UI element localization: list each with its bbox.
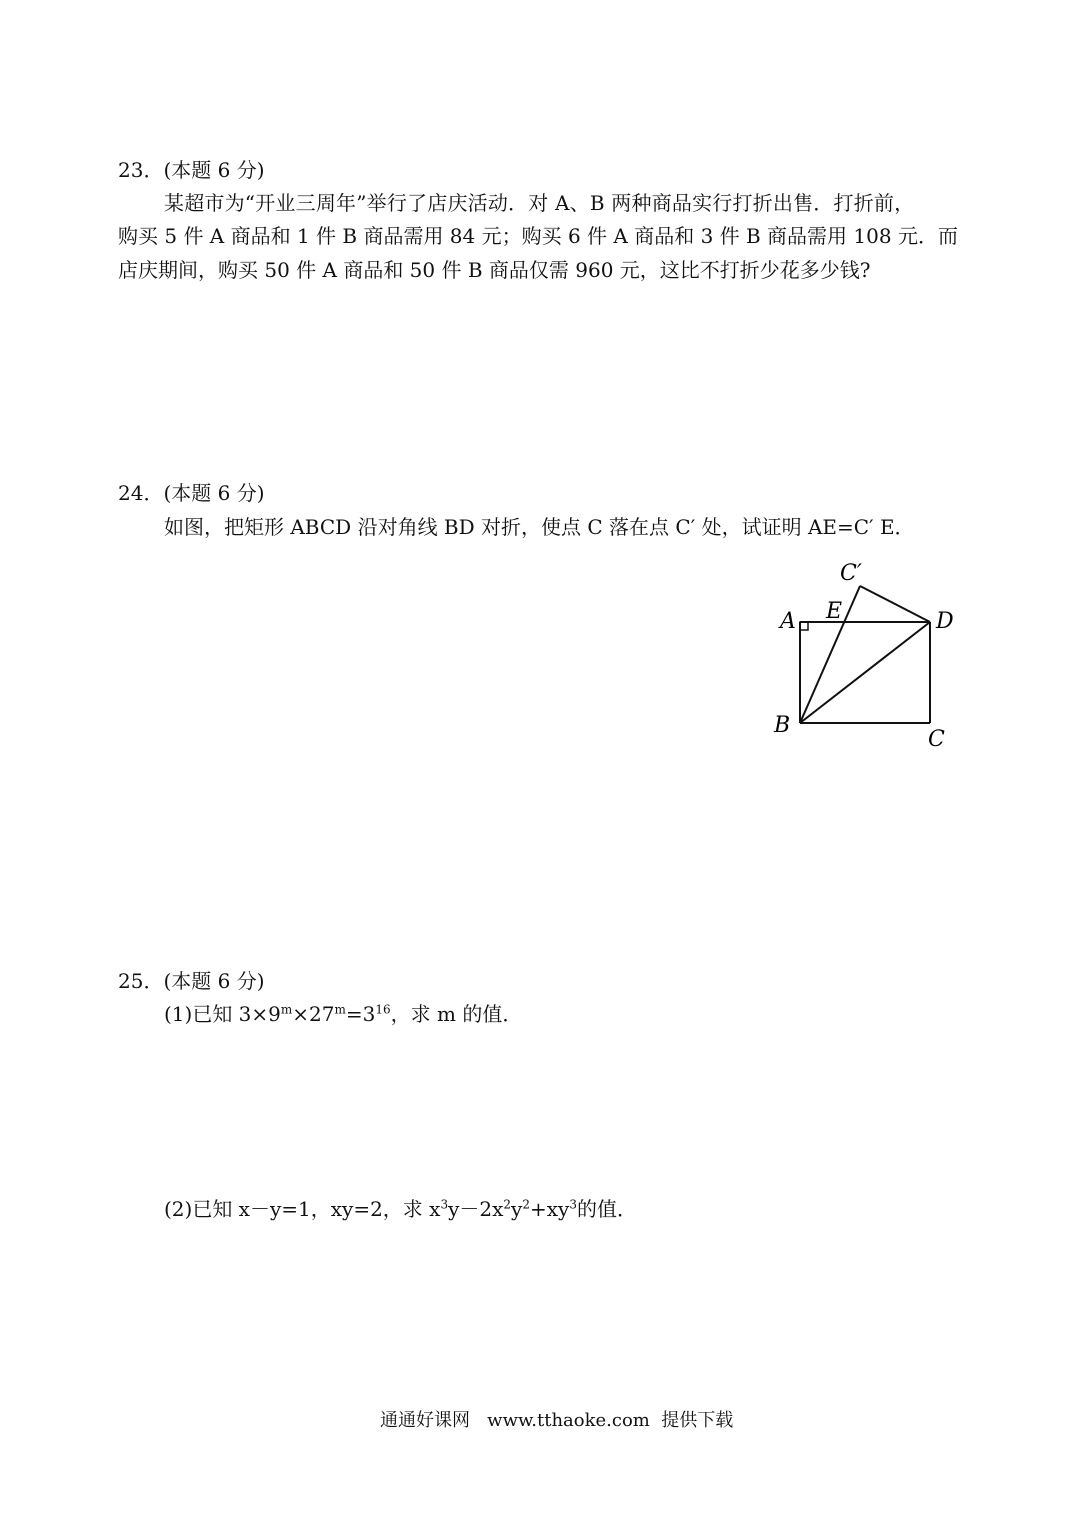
q25-p1-text-d: ，求 m 的值． <box>390 1002 523 1026</box>
q25-p2-text-a: (2)已知 x－y=1，xy=2，求 x <box>164 1197 441 1221</box>
q23-line-3: 店庆期间，购买 50 件 A 商品和 50 件 B 商品仅需 960 元，这比不打折少花多少钱? <box>118 258 871 282</box>
page-footer: 通通好课网 www.tthaoke.com 提供下载 <box>380 1410 734 1431</box>
q23-header: 23．(本题 6 分) <box>118 158 265 182</box>
q25-p1-text-b: ×27 <box>292 1002 335 1026</box>
q25-p2-exp-3: 2 <box>522 1197 530 1212</box>
label-C: C <box>928 727 945 752</box>
diagonal-BD <box>800 622 930 723</box>
q25-p2-text-d: +xy <box>530 1197 570 1221</box>
q24-header: 24．(本题 6 分) <box>118 481 265 505</box>
q23-line-1: 某超市为“开业三周年”举行了店庆活动．对 A、B 两种商品实行打折出售．打折前， <box>164 191 915 215</box>
q25-part-2 <box>164 1197 637 1221</box>
q25-p2-text-c: y <box>511 1197 523 1221</box>
q25-p2-exp-1: 3 <box>440 1197 449 1212</box>
q25-p2-exp-4: 3 <box>569 1197 577 1212</box>
label-D: D <box>936 609 954 634</box>
q25-part-1 <box>164 1002 522 1026</box>
q25-p2-text-e: 的值． <box>576 1197 637 1221</box>
q25-p1-exp-1: m <box>280 1002 293 1017</box>
q25-p2-exp-2: 2 <box>503 1197 512 1212</box>
label-Cprime: C′ <box>840 561 862 586</box>
q25-p1-exp-3: 16 <box>375 1002 391 1017</box>
q25-header: 25．(本题 6 分) <box>118 969 265 993</box>
edge-CprimeD <box>860 586 930 622</box>
q25-p1-text-c: =3 <box>345 1002 376 1026</box>
label-E: E <box>826 599 843 624</box>
label-A: A <box>780 609 796 634</box>
q25-p1-exp-2: m <box>334 1002 346 1017</box>
q24-rectangle-fold-figure <box>760 550 990 760</box>
right-angle-mark <box>800 622 808 630</box>
q23-line-2: 购买 5 件 A 商品和 1 件 B 商品需用 84 元；购买 6 件 A 商品和 3 件 B 商品需用 108 元．而 <box>118 224 958 248</box>
label-B: B <box>774 713 791 738</box>
q25-p2-text-b: y－2x <box>448 1197 504 1221</box>
q25-p1-text-a: (1)已知 3×9 <box>164 1002 281 1026</box>
q24-line-1: 如图，把矩形 ABCD 沿对角线 BD 对折，使点 C 落在点 C′ 处，试证明 AE=C′ E． <box>164 515 915 539</box>
